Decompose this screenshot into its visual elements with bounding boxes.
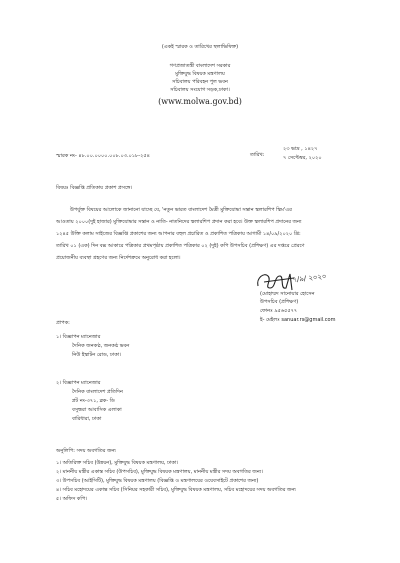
recipient-2-paper: দৈনিক বাংলাদেশ প্রতিদিন bbox=[72, 389, 123, 395]
date-bangla: ২৩ ভাদ্র , ১৪২৭ bbox=[283, 146, 318, 152]
header-govt: গণপ্রজাতন্ত্রী বাংলাদেশ সরকার bbox=[169, 63, 231, 69]
body-line: আওতায় ২০০০(দুই হাজার) মুক্তিযোদ্ধার সন্তান ও নাতি- নাতনিদের স্কলারশিপ প্রদান করা হবে। উক্ত স্কলারশিপ প্রদানের জন্য bbox=[56, 219, 302, 225]
signatory-phone: ফোনঃ ৯৫৬৫৫৭৭ bbox=[260, 308, 298, 314]
signatory-email: ই- মেইলঃ sanuar.rs@gmail.com bbox=[260, 317, 336, 323]
date-english: ৭ সেপ্টেম্বর, ২০২০ bbox=[283, 155, 322, 161]
header-url: (www.molwa.gov.bd) bbox=[158, 97, 242, 106]
cc-item: ৫। অফিস কপি। bbox=[56, 496, 88, 502]
header-road: সচিবালয় সংযোগ সড়ক,ঢাকা। bbox=[170, 87, 230, 93]
recipient-2-title: ২। বিজ্ঞাপন ম্যানেজার bbox=[56, 380, 101, 386]
recipient-2-area: বসুন্ধরা আবাসিক এলাকা bbox=[72, 407, 122, 413]
subject-line: বিষয়ঃ বিজ্ঞপ্তি প্রতিকায় প্রকাশ প্রসঙ্গে। bbox=[56, 185, 133, 191]
recipient-2-plot: প্লট নং-৩৭১, ব্লক- ডি bbox=[72, 398, 115, 404]
memo-number: স্মারক নং- ৪৮.০০.০০০০.০০৮.০৩.০১৮-২৫৪ bbox=[56, 153, 150, 159]
body-line: ১২৪৫ উক্তি কলাম সাইজের বিজ্ঞপ্তি প্রকাশের জন্য আপনার বহুল প্রচারিত ও প্রকাশিত পত্রিকায় আগামী ১৪/০৯/২০২০ খ্রি: bbox=[56, 231, 301, 237]
signatory-name: (মোহাম্মদ সানোয়ার হোসেন bbox=[260, 291, 315, 297]
recipient-2-city: বারিধারা, ঢাকা bbox=[72, 416, 102, 422]
date-label: তারিখ: bbox=[250, 152, 265, 158]
recipients-label: প্রাপক: bbox=[56, 320, 70, 326]
signature-date: ৭/৯/ ২০২০ bbox=[292, 272, 327, 284]
cc-item: ৩। উপসচিব (আইসিটি), মুক্তিযুদ্ধ বিষয়ক মন্ত্রণালয় (বিজ্ঞপ্তি ও মন্ত্রণালয়ের ওয়েবসাইটে প্রকাশের জন্য) bbox=[56, 478, 259, 484]
header-building: সচিবালয় পরিবহন পুল ভবন bbox=[172, 79, 228, 85]
recipient-1-title: ১। বিজ্ঞাপন ম্যানেজার bbox=[56, 334, 101, 340]
body-line: উপর্যুক্ত বিষয়ের আলোকে জানানো যাচ্ছে যে, 'নতুন ভারত বাংলাদেশ মৈত্রী মুক্তিযোদ্ধা সন্তান স্কলারশিপ স্কিম'এর bbox=[70, 207, 292, 213]
body-line: প্রয়োজনীয় ব্যবস্থা গ্রহণের জন্য নির্দেশক্রমে অনুরোধ করা হলো। bbox=[56, 255, 181, 261]
replacement-note: (একই স্মারক ও তারিখের স্থলাভিষিক্ত) bbox=[161, 44, 239, 50]
cc-item: ২। মাননীয় মন্ত্রীর একান্ত সচিব (উপসচিব), মুক্তিযুদ্ধ বিষয়ক মন্ত্রণালয়, মাননীয় মন্ত্রীর সদয় অবগতির জন্য। bbox=[56, 469, 264, 475]
body-line: তারিখ ০১ (এক) দিন বক্স আকারে পত্রিকার প্রথমপৃষ্ঠায় প্রকাশিত পত্রিকার ০২ (দুই) কপি উপসচিব (প্রশিক্ষণ) এর দপ্তরে প্রেরণে bbox=[56, 243, 305, 249]
header-ministry: মুক্তিযুদ্ধ বিষয়ক মন্ত্রণালয় bbox=[175, 71, 225, 77]
recipient-1-paper: দৈনিক জনকণ্ঠ, জনকণ্ঠ ভবন bbox=[72, 343, 130, 349]
recipient-1-address: নিউ ইস্কাটন রোড, ঢাকা। bbox=[72, 352, 121, 358]
cc-label: অনুলিপি: সদয় অবগতির জন্য bbox=[56, 448, 116, 454]
cc-item: ১। অতিরিক্ত সচিব (উন্নয়ন), মুক্তিযুদ্ধ বিষয়ক মন্ত্রণালয়, ঢাকা। bbox=[56, 460, 179, 466]
signatory-designation: উপসচিব (প্রশিক্ষণ) bbox=[260, 299, 299, 305]
cc-item: ৪। সচিব মহোদয়ের একান্ত সচিব (সিনিয়র সহকারী সচিব), মুক্তিযুদ্ধ বিষয়ক মন্ত্রণালয়, সচিব মহোদয়ের সদয় অবগতির জন্য bbox=[56, 487, 296, 493]
